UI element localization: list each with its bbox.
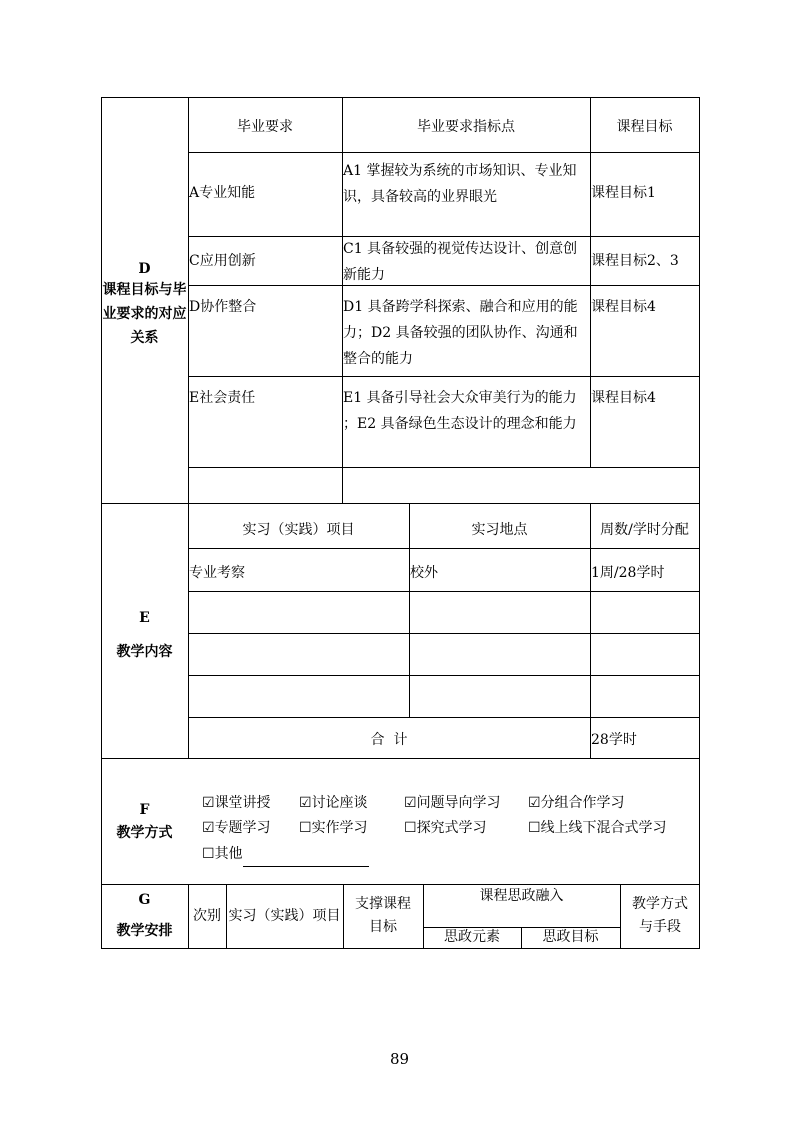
g-header-ideology: 课程思政融入 xyxy=(479,888,564,904)
other-blank-field[interactable] xyxy=(243,850,369,867)
section-d-code: D xyxy=(138,261,151,277)
d-row-point: D1 具备跨学科探索、融合和应用的能力；D2 具备较强的团队协作、沟通和整合的能力 xyxy=(343,299,578,367)
e-row-project: 专业考察 xyxy=(189,565,245,581)
d-row-req: C应用创新 xyxy=(189,253,256,269)
method-label: 专题学习 xyxy=(214,820,271,836)
checkbox-icon: ☐ xyxy=(299,820,312,836)
method-checkbox[interactable] xyxy=(404,790,501,816)
g-header-method: 教学方式与手段 xyxy=(632,896,688,935)
d-header-requirement: 毕业要求 xyxy=(237,119,293,135)
method-checkbox[interactable] xyxy=(202,815,271,841)
e-row-place: 校外 xyxy=(410,565,438,581)
section-e-title: 教学内容 xyxy=(116,644,173,660)
d-row-point: E1 具备引导社会大众审美行为的能力 ；E2 具备绿色生态设计的理念和能力 xyxy=(343,390,577,432)
d-header-indicator: 毕业要求指标点 xyxy=(417,119,515,135)
g-header-support: 支撑课程目标 xyxy=(355,896,411,935)
e-header-project: 实习（实践）项目 xyxy=(242,522,355,538)
method-label: 讨论座谈 xyxy=(311,795,368,811)
g-header-order: 次别 xyxy=(193,908,221,924)
d-row-req: D协作整合 xyxy=(189,299,257,315)
method-checkbox[interactable] xyxy=(299,790,368,816)
e-row-hours: 1周/28学时 xyxy=(591,565,665,581)
checkbox-icon: ☑ xyxy=(404,795,417,811)
method-checkbox[interactable] xyxy=(404,815,487,841)
method-label: 其他 xyxy=(214,846,243,862)
section-e-code: E xyxy=(139,610,150,626)
section-f-code: F xyxy=(139,802,150,818)
method-checkbox-other[interactable] xyxy=(202,841,369,867)
checkbox-icon: ☐ xyxy=(404,820,417,836)
method-checkbox[interactable] xyxy=(202,790,271,816)
method-label: 探究式学习 xyxy=(416,820,487,836)
page-number: 89 xyxy=(389,1050,410,1068)
method-checkbox[interactable] xyxy=(528,790,625,816)
e-total-value: 28学时 xyxy=(591,732,637,748)
checkbox-icon: ☐ xyxy=(202,846,215,862)
method-checkbox[interactable] xyxy=(299,815,368,841)
d-row-goal: 课程目标2、3 xyxy=(591,253,679,269)
checkbox-icon: ☑ xyxy=(202,820,215,836)
e-header-place: 实习地点 xyxy=(471,522,528,538)
g-header-project: 实习（实践）项目 xyxy=(228,908,341,924)
d-row-goal: 课程目标1 xyxy=(591,185,656,201)
d-row-point: A1 掌握较为系统的市场知识、专业知识，具备较高的业界眼光 xyxy=(343,163,577,205)
checkbox-icon: ☑ xyxy=(299,795,312,811)
e-header-hours: 周数/学时分配 xyxy=(600,522,689,538)
method-label: 实作学习 xyxy=(311,820,368,836)
checkbox-icon: ☑ xyxy=(202,795,215,811)
section-g-code: G xyxy=(138,892,151,908)
section-g-title: 教学安排 xyxy=(116,923,173,939)
g-header-elements: 思政元素 xyxy=(444,929,500,945)
method-label: 分组合作学习 xyxy=(540,795,625,811)
e-total-label: 合 计 xyxy=(370,732,408,748)
d-row-goal: 课程目标4 xyxy=(591,390,656,406)
section-f-title: 教学方式 xyxy=(116,825,173,841)
method-label: 课堂讲授 xyxy=(214,795,271,811)
method-label: 线上线下混合式学习 xyxy=(540,820,667,836)
g-header-goal: 思政目标 xyxy=(542,929,599,945)
checkbox-icon: ☑ xyxy=(528,795,541,811)
method-checkbox[interactable] xyxy=(528,815,667,841)
d-header-goal: 课程目标 xyxy=(616,119,673,135)
d-row-req: A专业知能 xyxy=(189,185,256,201)
d-row-point: C1 具备较强的视觉传达设计、创意创新能力 xyxy=(343,241,578,283)
checkbox-icon: ☐ xyxy=(528,820,541,836)
d-row-req: E社会责任 xyxy=(189,390,256,406)
section-d-title: 课程目标与毕业要求的对应关系 xyxy=(102,282,187,346)
method-label: 问题导向学习 xyxy=(416,795,501,811)
d-row-goal: 课程目标4 xyxy=(591,299,656,315)
